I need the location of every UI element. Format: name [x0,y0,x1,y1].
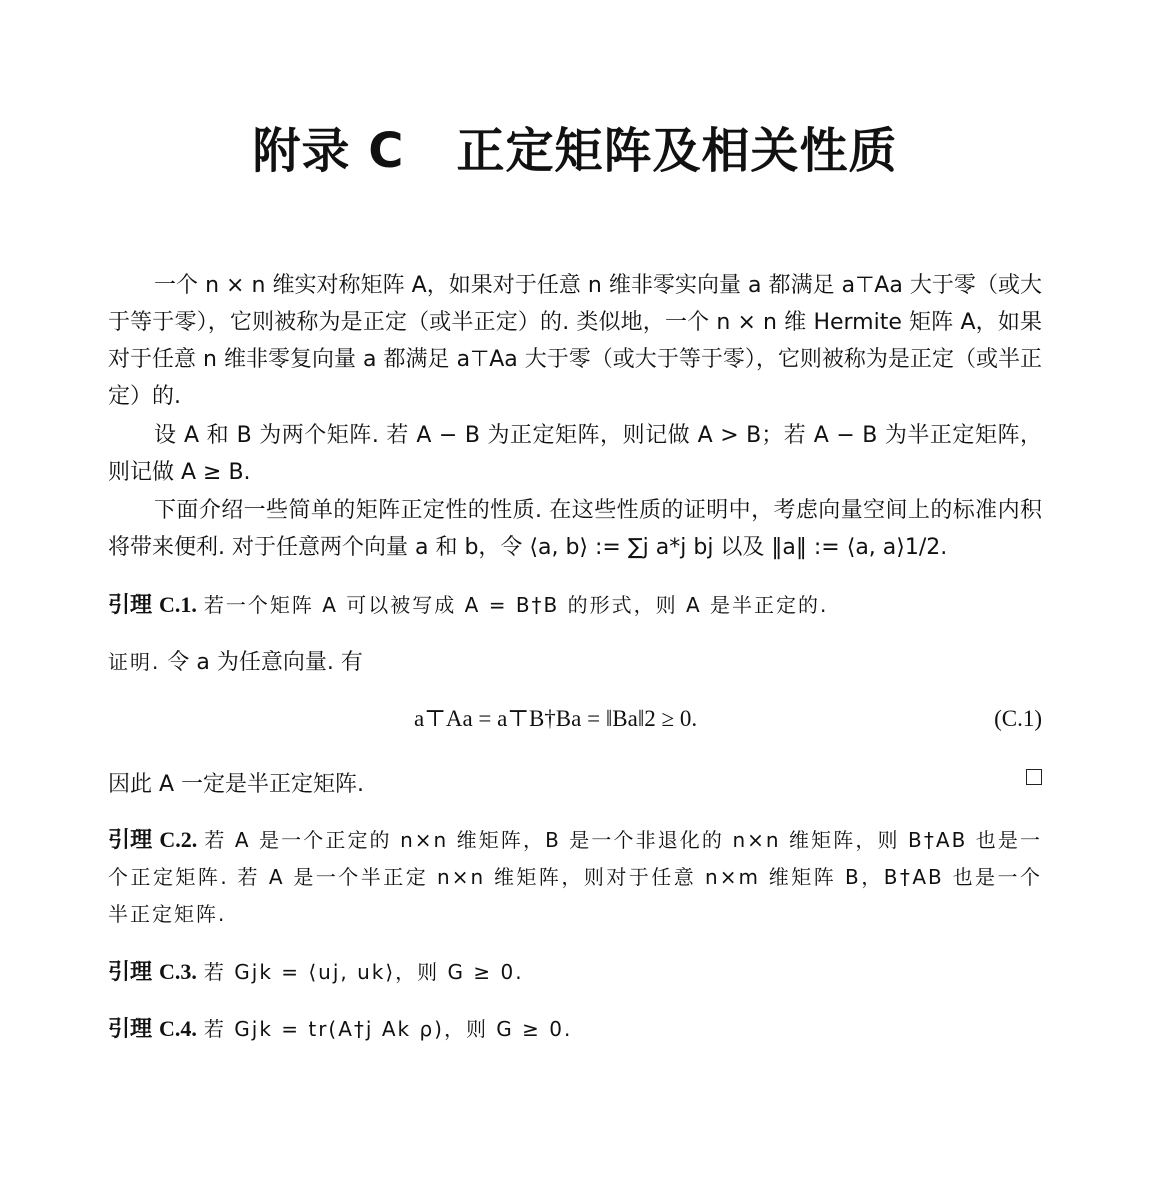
lemma-c1-label: 引理 [108,593,153,618]
proof-opening [108,644,1042,681]
lemma-c1-statement: 若一个矩阵 A 可以被写成 A = B†B 的形式，则 A 是半正定的. [203,593,829,617]
proof-opening-text: 令 a 为任意向量. 有 [167,650,363,675]
definition-paragraph [108,267,1042,415]
lemma-c3-number: C.3. [159,959,197,984]
intro-paragraph [108,492,1042,566]
lemma-c4-statement: 若 Gjk = tr(A†j Ak ρ)，则 G ≥ 0. [203,1017,573,1041]
notation-text: 设 A 和 B 为两个矩阵. 若 A − B 为正定矩阵，则记做 A > B；若 A − B 为半正定矩阵，则记做 A ≥ B. [108,423,1042,485]
lemma-c2 [108,821,1042,933]
lemma-c2-statement: 若 A 是一个正定的 n×n 维矩阵，B 是一个非退化的 n×n 维矩阵，则 B†AB 也是一个正定矩阵. 若 A 是一个半正定 n×n 维矩阵，则对于任意 n×m 维矩阵 B，B†AB 也是一个半正定矩阵. [108,828,1043,926]
proof-conclusion [108,766,1042,803]
lemma-c3-label: 引理 [108,960,153,985]
equation-c1-tag: (C.1) [994,706,1042,731]
lemma-c2-number: C.2. [159,827,198,852]
lemma-c1 [108,586,1042,624]
appendix-title-text: 正定矩阵及相关性质 [456,123,898,179]
proof-conclusion-text: 因此 A 一定是半正定矩阵. [108,772,365,797]
lemma-c3-statement: 若 Gjk = ⟨uj, uk⟩，则 G ≥ 0. [203,960,524,984]
lemma-c4-number: C.4. [159,1016,197,1041]
intro-text: 下面介绍一些简单的矩阵正定性的性质. 在这些性质的证明中，考虑向量空间上的标准内积将带来便利. 对于任意两个向量 a 和 b，令 ⟨a, b⟩ := ∑j a*j bj 以及 ‖a‖ := ⟨a, a⟩1/2. [108,498,1042,560]
definition-text: 一个 n × n 维实对称矩阵 A，如果对于任意 n 维非零实向量 a 都满足 a⊤Aa 大于零（或大于等于零），它则被称为是正定（或半正定）的. 类似地，一个 n × n 维 Hermite 矩阵 A，如果对于任意 n 维非零复向量 a 都满足 a⊤Aa 大于零（或大于等于零），它则被称为是正定（或半正定）的. [108,273,1042,409]
lemma-c4 [108,1010,1042,1048]
equation-c1 [108,702,1042,742]
appendix-title [108,112,1042,181]
lemma-c1-number: C.1. [159,592,197,617]
qed-box-icon [1026,769,1042,785]
lemma-c4-label: 引理 [108,1017,153,1042]
proof-label: 证明. [108,650,161,674]
lemma-c2-label: 引理 [108,828,153,853]
appendix-label: 附录 C [252,123,405,179]
lemma-c3 [108,953,1042,991]
equation-c1-body: a⊤Aa = a⊤B†Ba = ‖Ba‖2 ≥ 0. [414,706,698,731]
notation-paragraph [108,417,1042,491]
